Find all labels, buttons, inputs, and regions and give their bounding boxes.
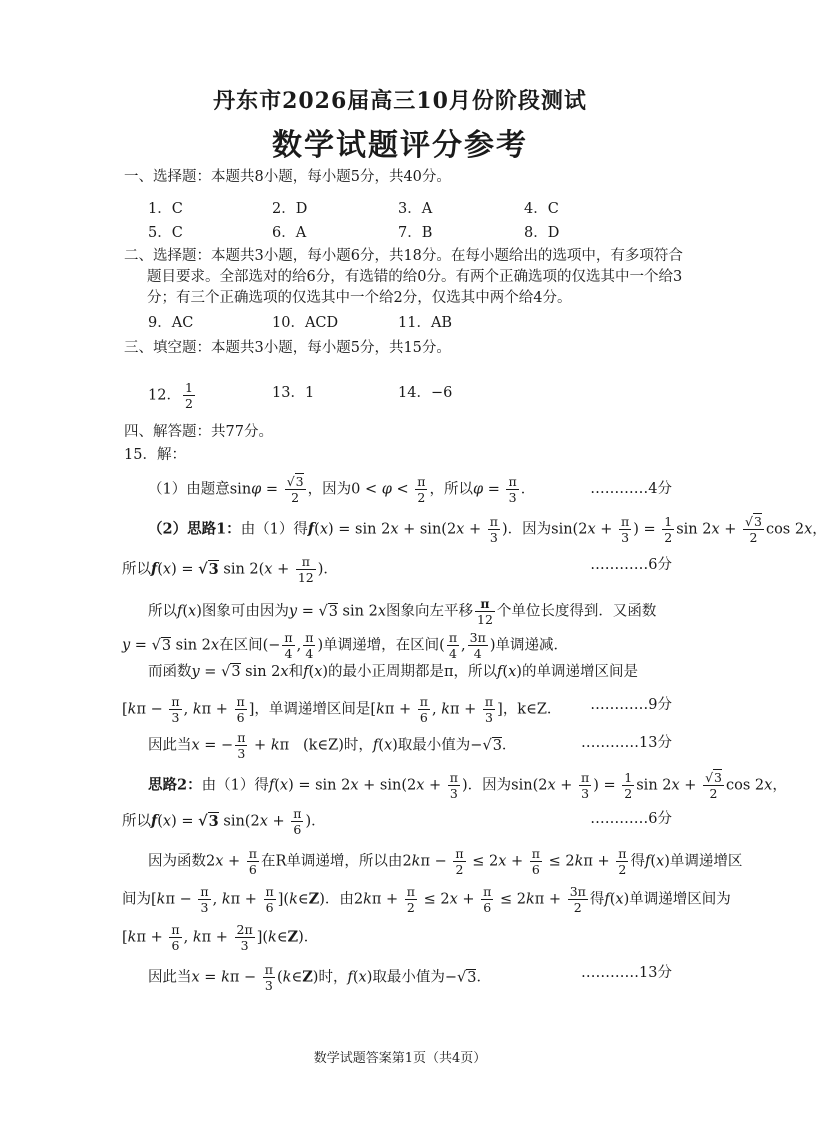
sol1-line5: 而函数y = √3 sin 2x和f(x)的最小正周期都是π，所以f(x)的单调递增区间是 bbox=[148, 664, 638, 680]
sol2-line2: 所以f(x) = √3 sin(2x + $\frac{\pi}{6}$ )． bbox=[122, 806, 326, 837]
section3-heading: 三、填空题：本题共3小题，每小题5分，共15分。 bbox=[124, 340, 451, 356]
answer-3: 3．A bbox=[398, 201, 433, 217]
page-footer: 数学试题答案第1页（共4页） bbox=[313, 1051, 487, 1066]
answer-13: 13．1 bbox=[272, 385, 315, 401]
q15-label: 15．解： bbox=[124, 447, 186, 463]
answer-1: 1．C bbox=[148, 201, 183, 217]
answer-5: 5．C bbox=[148, 225, 183, 241]
sol2-line1: 思路2：由（1）得f(x) = sin 2x + sin(2x + $\frac{\pi}{3}$ )．因为sin(2x + $\frac{\pi}{3}$ ) = $\frac{1}{2}$ sin 2x + $\frac{√3}{2}$ cos 2x， bbox=[148, 770, 787, 801]
score-6-a: …………6分 bbox=[590, 557, 672, 573]
sol1-line7: 因此当x = − $\frac{\pi}{3}$ + kπ (k∈Z)时，f(x)取最小值为−√3． bbox=[148, 730, 517, 761]
sol1-line1: （2）思路1：由（1）得f(x) = sin 2x + sin(2x + $\frac{\pi}{3}$ )．因为sin(2x + $\frac{\pi}{3}$ ) = $\frac{1}{2}$ sin 2x + $\frac{√3}{2}$ cos 2x， bbox=[148, 514, 827, 545]
answer-4: 4．C bbox=[524, 201, 559, 217]
section1-heading: 一、选择题：本题共8小题，每小题5分，共40分。 bbox=[124, 169, 451, 185]
sol2-line6: 因此当x = kπ − $\frac{\pi}{3}$ (k∈Z)时，f(x)取最小值为−√3． bbox=[148, 962, 491, 993]
part1-line: （1）由题意sinφ = $\frac{√3}{2}$ ，因为0 < φ < $\frac{\pi}{2}$ ，所以φ = $\frac{\pi}{3}$ ． bbox=[148, 474, 536, 505]
sol2-line5: [kπ + $\frac{\pi}{6}$ , kπ + $\frac{2\pi}{3}$ ](k∈Z)． bbox=[122, 922, 319, 953]
answer-7: 7．B bbox=[398, 225, 433, 241]
answer-8: 8．D bbox=[524, 225, 560, 241]
answer-14: 14．−6 bbox=[398, 385, 453, 401]
sol2-line3: 因为函数2x + $\frac{\pi}{6}$ 在R单调递增，所以由2kπ − $\frac{\pi}{2}$ ≤ 2x + $\frac{\pi}{6}$ ≤ 2kπ + $\frac{\pi}{2}$ 得f(x)单调递增区 bbox=[148, 846, 743, 877]
exam-title: 丹东市2026届高三10月份阶段测试 bbox=[213, 88, 587, 114]
answer-11: 11．AB bbox=[398, 315, 453, 331]
section2-heading-line1: 二、选择题：本题共3小题，每小题6分，共18分。在每小题给出的选项中，有多项符合 bbox=[124, 248, 683, 264]
answer-10: 10．ACD bbox=[272, 315, 339, 331]
answer-2: 2．D bbox=[272, 201, 308, 217]
score-13-a: …………13分 bbox=[581, 735, 672, 751]
document-title: 数学试题评分参考 bbox=[272, 128, 528, 163]
sol1-line4: y = √3 sin 2x在区间(− $\frac{\pi}{4}$ , $\frac{\pi}{4}$ )单调递增，在区间( $\frac{\pi}{4}$ , $\frac{3\pi}{4}$ )单调递减． bbox=[122, 630, 568, 661]
sol1-line6: [kπ − $\frac{\pi}{3}$ , kπ + $\frac{\pi}{6}$ ]，单调递增区间是[kπ + $\frac{\pi}{6}$ , kπ + $\frac{\pi}{3}$ ]，k∈Z． bbox=[122, 694, 562, 725]
sol1-line2: 所以f(x) = √3 sin 2(x + $\frac{\pi}{12}$ )． bbox=[122, 554, 338, 585]
answer-9: 9．AC bbox=[148, 315, 194, 331]
score-4: …………4分 bbox=[590, 481, 672, 497]
section2-heading-line3: 分；有三个正确选项的仅选其中一个给2分，仅选其中两个给4分。 bbox=[147, 290, 572, 306]
score-9: …………9分 bbox=[590, 697, 672, 713]
answer-12: 12． $\frac{1}{2}$ bbox=[148, 380, 193, 411]
section2-heading-line2: 题目要求。全部选对的给6分，有选错的给0分。有两个正确选项的仅选其中一个给3 bbox=[147, 269, 683, 285]
section4-heading: 四、解答题：共77分。 bbox=[124, 424, 273, 440]
score-13-b: …………13分 bbox=[581, 965, 672, 981]
sol1-line3: 所以f(x)图象可由因为y = √3 sin 2x图象向左平移 $\frac{\pi}{12}$ 个单位长度得到．又函数 bbox=[148, 596, 657, 627]
sol2-line4: 间为[kπ − $\frac{\pi}{3}$ , kπ + $\frac{\pi}{6}$ ](k∈Z)．由2kπ + $\frac{\pi}{2}$ ≤ 2x + $\frac{\pi}{6}$ ≤ 2kπ + $\frac{3\pi}{2}$ 得f(x)单调递增区间为 bbox=[122, 884, 731, 915]
score-6-b: …………6分 bbox=[590, 811, 672, 827]
answer-6: 6．A bbox=[272, 225, 307, 241]
